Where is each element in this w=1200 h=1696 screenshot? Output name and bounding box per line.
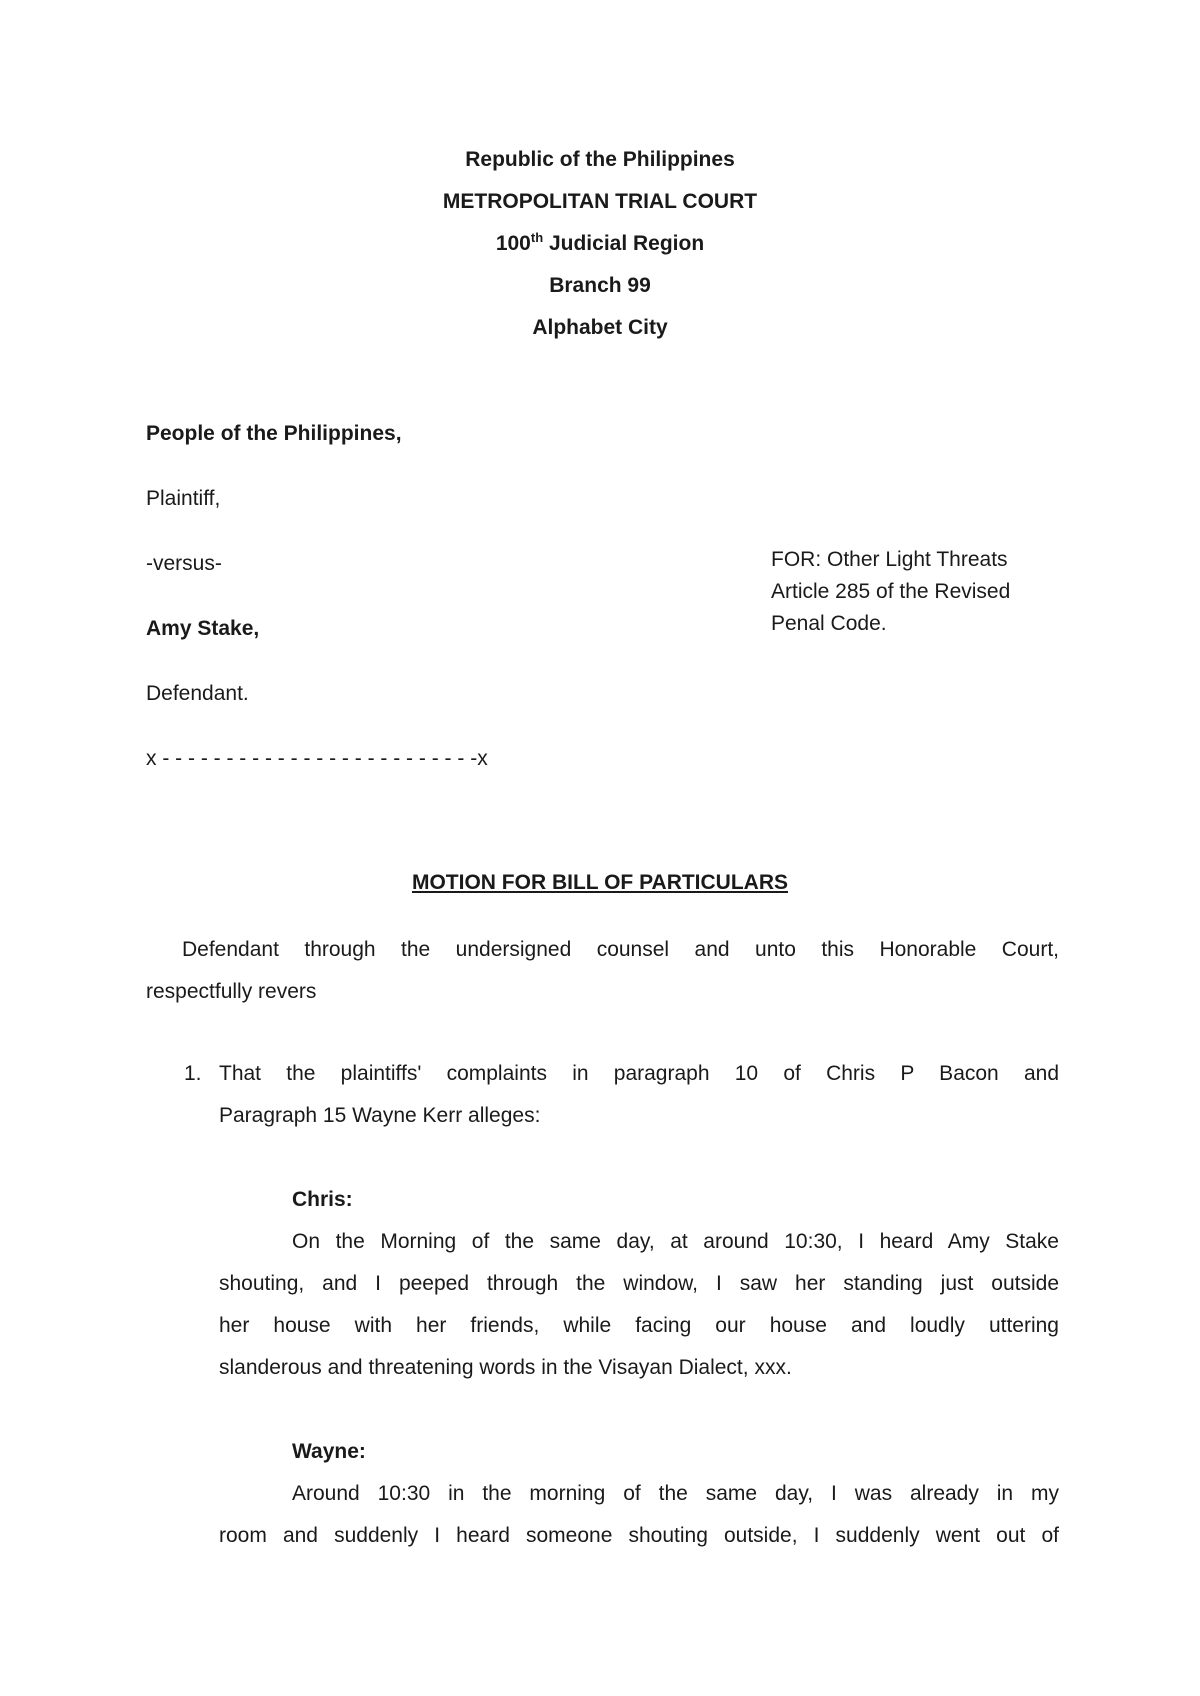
- charge-line-3: Penal Code.: [771, 612, 887, 635]
- header-region-ordinal: th: [530, 230, 544, 245]
- chris-line-1: On the Morning of the same day, at around 10:30, I heard Amy Stake: [292, 1230, 1059, 1253]
- intro-line-2: respectfully revers: [146, 980, 317, 1003]
- wayne-line-1: Around 10:30 in the morning of the same day, I was already in my: [292, 1482, 1059, 1505]
- header-branch: Branch 99: [549, 274, 651, 297]
- chris-line-4: slanderous and threatening words in the Visayan Dialect, xxx.: [219, 1356, 792, 1379]
- item-1-number: 1.: [184, 1062, 202, 1085]
- document-title: MOTION FOR BILL OF PARTICULARS: [411, 871, 789, 894]
- header-republic: Republic of the Philippines: [465, 148, 735, 171]
- header-region: [0, 231, 1200, 257]
- item-1-paragraph: [219, 1053, 1059, 1137]
- caption-separator: x - - - - - - - - - - - - - - - - - - - - - - - - -x: [146, 747, 488, 770]
- versus-label: -versus-: [146, 552, 222, 575]
- defendant-name: Amy Stake,: [146, 617, 260, 640]
- wayne-statement: [219, 1473, 1059, 1557]
- item-1-line-1: That the plaintiffs' complaints in paragraph 10 of Chris P Bacon and: [219, 1062, 1059, 1085]
- plaintiff-name: People of the Philippines,: [146, 422, 402, 445]
- charge-line-1: FOR: Other Light Threats: [771, 548, 1008, 571]
- wayne-label: Wayne:: [292, 1440, 366, 1463]
- defendant-label: Defendant.: [146, 682, 249, 705]
- header-court: METROPOLITAN TRIAL COURT: [442, 190, 758, 213]
- header-city: Alphabet City: [532, 316, 668, 339]
- chris-line-3: her house with her friends, while facing our house and loudly uttering: [219, 1314, 1059, 1337]
- header-region-text: Judicial Region: [543, 232, 705, 255]
- chris-statement: [219, 1221, 1059, 1389]
- charge-line-2: Article 285 of the Revised: [771, 580, 1011, 603]
- wayne-line-2: room and suddenly I heard someone shouting outside, I suddenly went out of: [219, 1524, 1059, 1547]
- header-region-number: 100: [495, 232, 531, 255]
- intro-line-1: Defendant through the undersigned counsel and unto this Honorable Court,: [182, 938, 1059, 961]
- charge-block: [771, 544, 1091, 640]
- intro-paragraph: [146, 929, 1059, 1013]
- chris-line-2: shouting, and I peeped through the window, I saw her standing just outside: [219, 1272, 1059, 1295]
- chris-label: Chris:: [292, 1188, 353, 1211]
- item-1-line-2: Paragraph 15 Wayne Kerr alleges:: [219, 1104, 541, 1127]
- plaintiff-label: Plaintiff,: [146, 487, 221, 510]
